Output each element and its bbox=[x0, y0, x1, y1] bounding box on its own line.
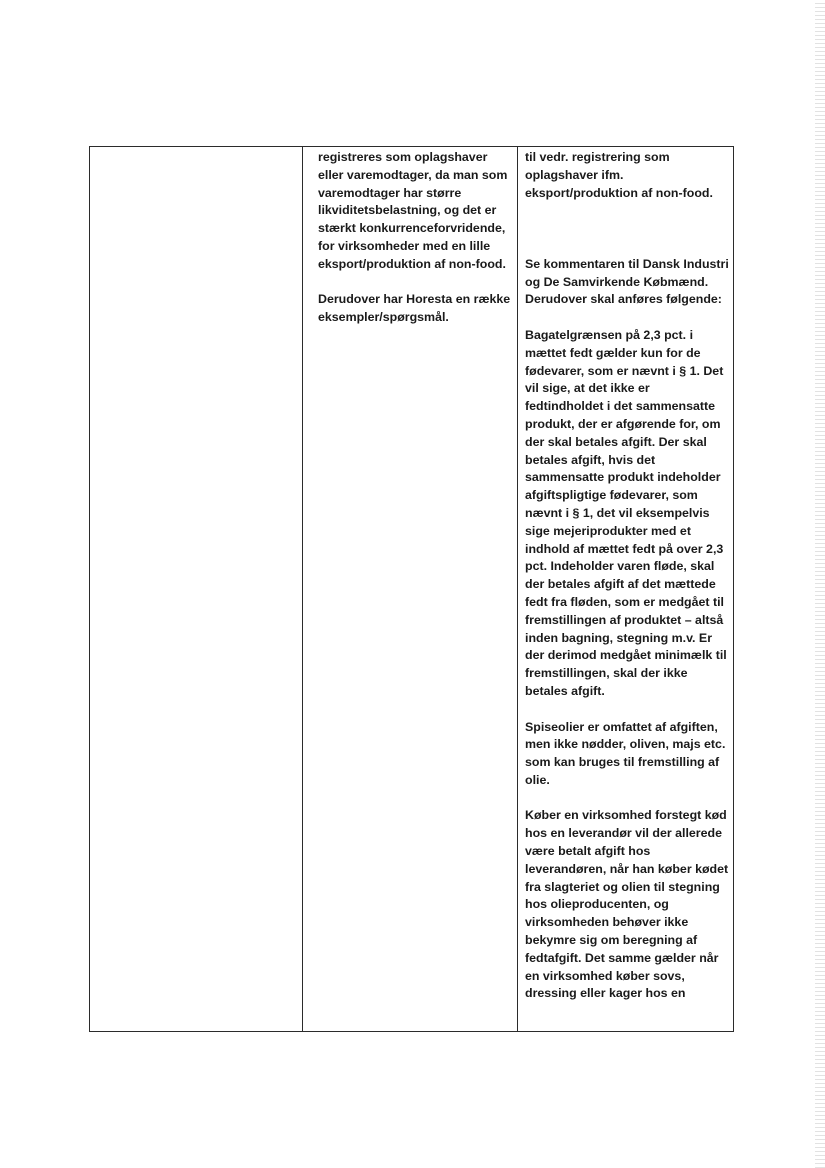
comment-table bbox=[89, 146, 734, 1032]
col3-paragraph-2: Se kommentaren til Dansk Industri og De Samvirkende Købmænd. Derudover skal anføres følgende: bbox=[525, 256, 729, 307]
table-cell-column-3 bbox=[521, 147, 733, 1031]
scan-edge bbox=[815, 0, 825, 1168]
col2-paragraph-2: Derudover har Horesta en række eksempler/spørgsmål. bbox=[318, 292, 511, 325]
col2-paragraph-1: registreres som oplagshaver eller varemodtager, da man som varemodtager har større likviditetsbelastning, og det er stærkt konkurrenceforvridende, for virksomheder med en lille eksport/produktion af non-food. bbox=[318, 150, 508, 271]
table-cell-column-2 bbox=[314, 147, 518, 1031]
col3-paragraph-4: Spiseolier er omfattet af afgiften, men ikke nødder, oliven, majs etc. som kan bruges til fremstilling af olie. bbox=[525, 719, 726, 787]
col3-paragraph-1: til vedr. registrering som oplagshaver ifm. eksport/produktion af non-food. bbox=[525, 150, 713, 200]
spacer bbox=[525, 220, 729, 256]
col3-paragraph-3: Bagatelgrænsen på 2,3 pct. i mættet fedt gælder kun for de fødevarer, som er nævnt i § 1. Det vil sige, at det ikke er fedtindholdet i det sammensatte produkt, der er afgørende for, om der skal betales afgift. Der skal betales afgift, hvis det sammensatte produkt indeholder afgiftspligtige fødevarer, som nævnt i § 1, det vil eksempelvis sige mejeriprodukter med et indhold af mættet fedt på over 2,3 pct. Indeholder varen fløde, skal der betales afgift af det mættede fedt fra fløden, som er medgået til fremstillingen af produktet – altså inden bagning, stegning m.v. Er der derimod medgået minimælk til fremstillingen, skal der ikke betales afgift. bbox=[525, 327, 727, 698]
col3-paragraph-5: Køber en virksomhed forstegt kød hos en leverandør vil der allerede være betalt afgift hos leverandøren, når han køber kødet fra slagteriet og olien til stegning hos olieproducenten, og virksomheden behøver ikke bekymre sig om beregning af fedtafgift. Det samme gælder når en virksomhed køber sovs, dressing eller kager hos en bbox=[525, 808, 729, 1001]
column-divider-1 bbox=[302, 147, 303, 1031]
